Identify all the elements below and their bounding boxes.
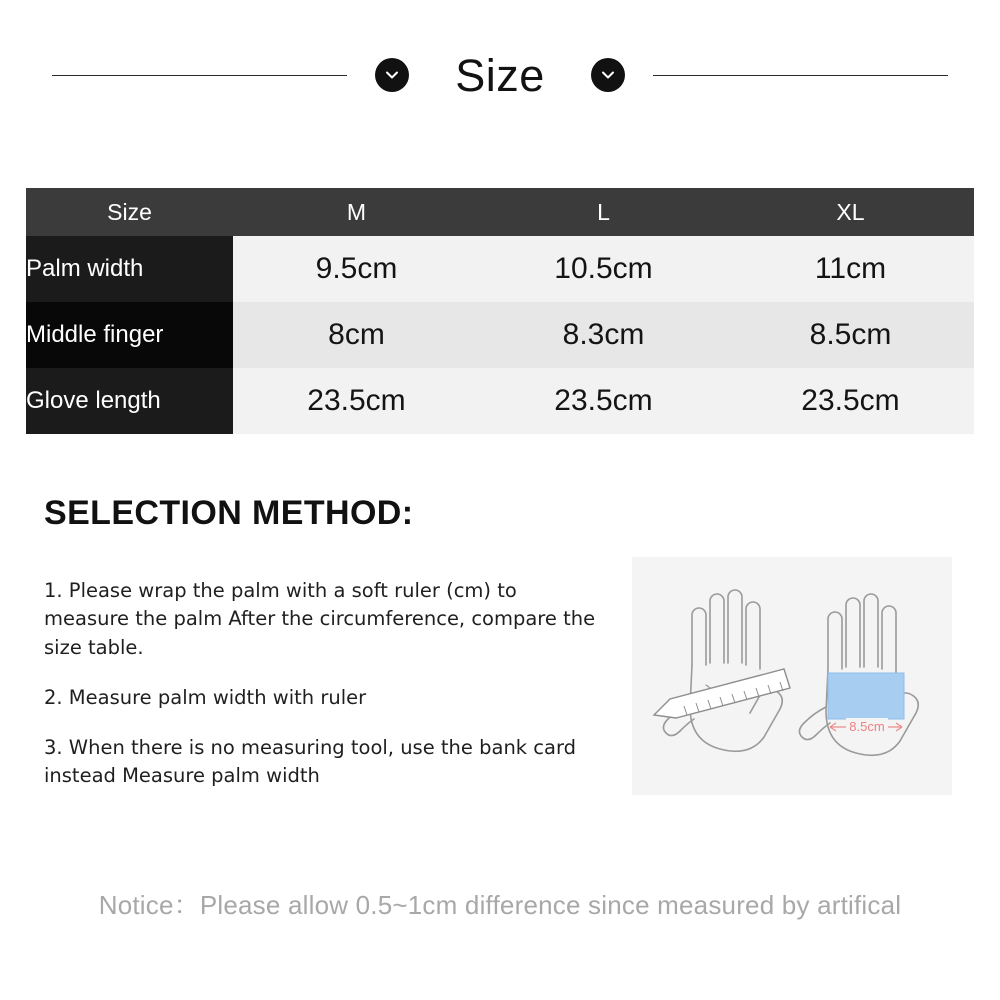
hand-measurement-illustration xyxy=(632,557,952,795)
table-row xyxy=(26,302,974,368)
cell-glove-length-m: 23.5cm xyxy=(233,368,480,434)
row-label-middle-finger: Middle finger xyxy=(26,302,233,368)
chevron-down-icon xyxy=(375,58,409,92)
table-row xyxy=(26,236,974,302)
size-table xyxy=(26,188,974,434)
row-label-glove-length: Glove length xyxy=(26,368,233,434)
cell-middle-finger-m: 8cm xyxy=(233,302,480,368)
size-table-wrapper xyxy=(26,188,974,434)
column-header-m: M xyxy=(233,188,480,236)
header-rule-left xyxy=(52,75,347,76)
selection-method-title: SELECTION METHOD: xyxy=(44,494,414,532)
table-header-row xyxy=(26,188,974,236)
selection-steps xyxy=(44,567,604,791)
cell-palm-width-m: 9.5cm xyxy=(233,236,480,302)
page-title: Size xyxy=(455,49,545,101)
cell-palm-width-l: 10.5cm xyxy=(480,236,727,302)
chevron-down-icon-right xyxy=(591,58,625,92)
selection-step-1: 1. Please wrap the palm with a soft ruler (cm) to measure the palm After the circumference, compare the size table. xyxy=(44,579,596,659)
cell-middle-finger-xl: 8.5cm xyxy=(727,302,974,368)
column-header-size: Size xyxy=(26,188,233,236)
selection-step-2: 2. Measure palm width with ruler xyxy=(44,685,367,709)
notice-text: Notice：Please allow 0.5~1cm difference since measured by artifical xyxy=(98,890,902,920)
row-label-palm-width: Palm width xyxy=(26,236,233,302)
page-header xyxy=(0,0,1000,150)
selection-method-area xyxy=(0,567,1000,795)
cell-palm-width-xl: 11cm xyxy=(727,236,974,302)
column-header-xl: XL xyxy=(727,188,974,236)
selection-step-3: 3. When there is no measuring tool, use the bank card instead Measure palm width xyxy=(44,736,577,788)
cell-glove-length-xl: 23.5cm xyxy=(727,368,974,434)
card-width-label: 8.5cm xyxy=(849,719,885,734)
column-header-l: L xyxy=(480,188,727,236)
cell-middle-finger-l: 8.3cm xyxy=(480,302,727,368)
table-row xyxy=(26,368,974,434)
header-rule-right xyxy=(653,75,948,76)
cell-glove-length-l: 23.5cm xyxy=(480,368,727,434)
